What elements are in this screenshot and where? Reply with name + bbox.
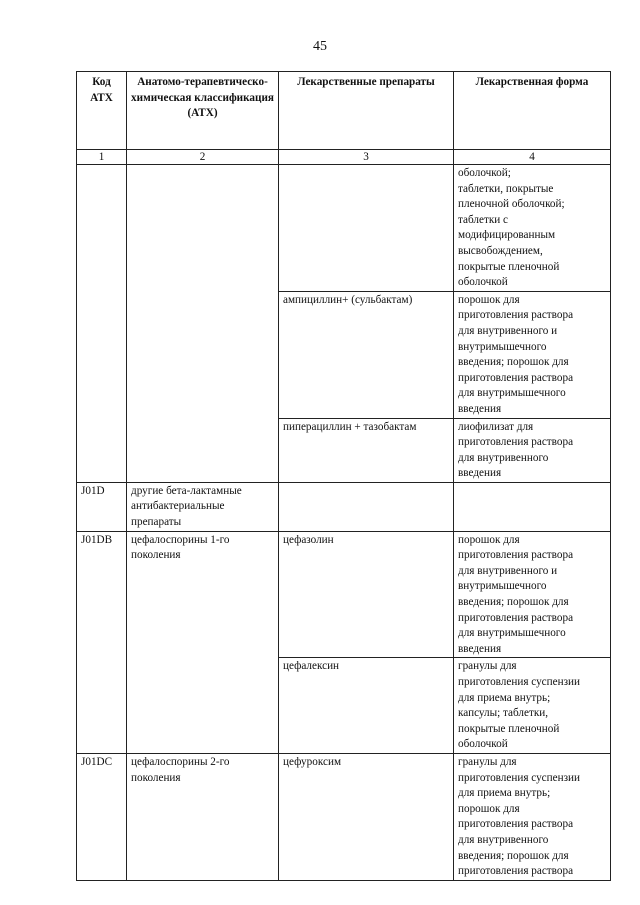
- form-line: приготовления раствора: [458, 436, 574, 449]
- header-row: [77, 72, 611, 150]
- column-number: 3: [279, 150, 454, 165]
- form-cell: [454, 658, 611, 754]
- form-line: покрытые пленочной: [458, 722, 560, 735]
- form-line: для приема внутрь;: [458, 787, 551, 800]
- form-line: введения; порошок для: [458, 596, 569, 609]
- column-number-row: [77, 150, 611, 165]
- column-number: 4: [454, 150, 611, 165]
- form-line: введения; порошок для: [458, 356, 569, 369]
- form-line: порошок для: [458, 802, 520, 815]
- class-line: поколения: [131, 771, 181, 784]
- form-line: приготовления суспензии: [458, 676, 580, 688]
- class-line: поколения: [131, 549, 181, 562]
- code-cell: J01D: [77, 482, 127, 531]
- form-line: порошок для: [458, 533, 520, 546]
- form-line: приготовления суспензии: [458, 771, 580, 784]
- form-line: внутримышечного: [458, 340, 547, 353]
- header-classification: Анатомо-терапевтическо-химическая классификация (АТХ): [127, 72, 279, 150]
- column-number: 2: [127, 150, 279, 165]
- form-line: оболочкой: [458, 276, 508, 289]
- class-line: цефалоспорины 1-го: [131, 533, 230, 546]
- form-cell: [454, 418, 611, 482]
- form-line: гранулы для: [458, 660, 517, 673]
- form-line: приготовления раствора: [458, 818, 574, 831]
- classification-cell: [127, 531, 279, 753]
- drug-table: [76, 71, 611, 881]
- form-line: оболочкой;: [458, 167, 511, 179]
- drug-cell: [279, 165, 454, 292]
- form-line: для приема внутрь;: [458, 691, 551, 704]
- form-line: введения: [458, 402, 502, 415]
- column-number: 1: [77, 150, 127, 165]
- form-line: лиофилизат для: [458, 420, 534, 433]
- form-line: внутримышечного: [458, 580, 547, 593]
- form-line: для внутривенного и: [458, 324, 558, 337]
- form-line: оболочкой: [458, 738, 508, 751]
- classification-cell: [127, 165, 279, 483]
- drug-cell: цефазолин: [279, 531, 454, 658]
- form-line: для внутримышечного: [458, 627, 566, 640]
- classification-cell: [127, 753, 279, 880]
- code-cell: J01DB: [77, 531, 127, 753]
- form-cell: [454, 753, 611, 880]
- form-line: высвобождением,: [458, 244, 543, 257]
- header-code: Код АТХ: [77, 72, 127, 150]
- drug-cell: ампициллин+ (сульбактам): [279, 291, 454, 418]
- form-line: пленочной оболочкой;: [458, 198, 565, 211]
- form-line: для внутривенного: [458, 451, 549, 464]
- form-line: введения: [458, 467, 502, 480]
- class-line: препараты: [131, 516, 182, 529]
- form-line: для внутривенного и: [458, 564, 558, 577]
- form-cell: [454, 291, 611, 418]
- code-cell: J01DC: [77, 753, 127, 880]
- form-line: приготовления раствора: [458, 309, 574, 322]
- form-line: гранулы для: [458, 755, 517, 768]
- form-line: приготовления раствора: [458, 865, 574, 878]
- drug-cell: цефуроксим: [279, 753, 454, 880]
- form-line: таблетки с: [458, 213, 509, 226]
- form-line: для внутримышечного: [458, 387, 566, 400]
- form-line: введения: [458, 642, 502, 655]
- form-line: модифицированным: [458, 229, 556, 242]
- page-number: 45: [313, 39, 327, 54]
- form-line: приготовления раствора: [458, 549, 574, 562]
- drug-cell: пиперациллин + тазобактам: [279, 418, 454, 482]
- code-cell: [77, 165, 127, 483]
- table-row: [77, 482, 611, 531]
- form-line: приготовления раствора: [458, 371, 574, 384]
- class-line: антибактериальные: [131, 500, 225, 513]
- form-line: капсулы; таблетки,: [458, 707, 549, 720]
- table-row: [77, 165, 611, 292]
- form-line: приготовления раствора: [458, 611, 574, 624]
- table-row: [77, 753, 611, 880]
- form-line: введения; порошок для: [458, 849, 569, 862]
- form-line: для внутривенного: [458, 833, 549, 846]
- form-cell: [454, 165, 611, 292]
- form-line: покрытые пленочной: [458, 260, 560, 273]
- class-line: цефалоспорины 2-го: [131, 755, 230, 768]
- header-form: Лекарственная форма: [454, 72, 611, 150]
- form-line: порошок для: [458, 293, 520, 306]
- form-line: таблетки, покрытые: [458, 182, 554, 195]
- classification-cell: [127, 482, 279, 531]
- form-cell: [454, 531, 611, 658]
- header-drugs: Лекарственные препараты: [279, 72, 454, 150]
- class-line: другие бета-лактамные: [131, 484, 242, 497]
- form-cell: [454, 482, 611, 531]
- drug-cell: цефалексин: [279, 658, 454, 754]
- drug-cell: [279, 482, 454, 531]
- table-row: [77, 531, 611, 658]
